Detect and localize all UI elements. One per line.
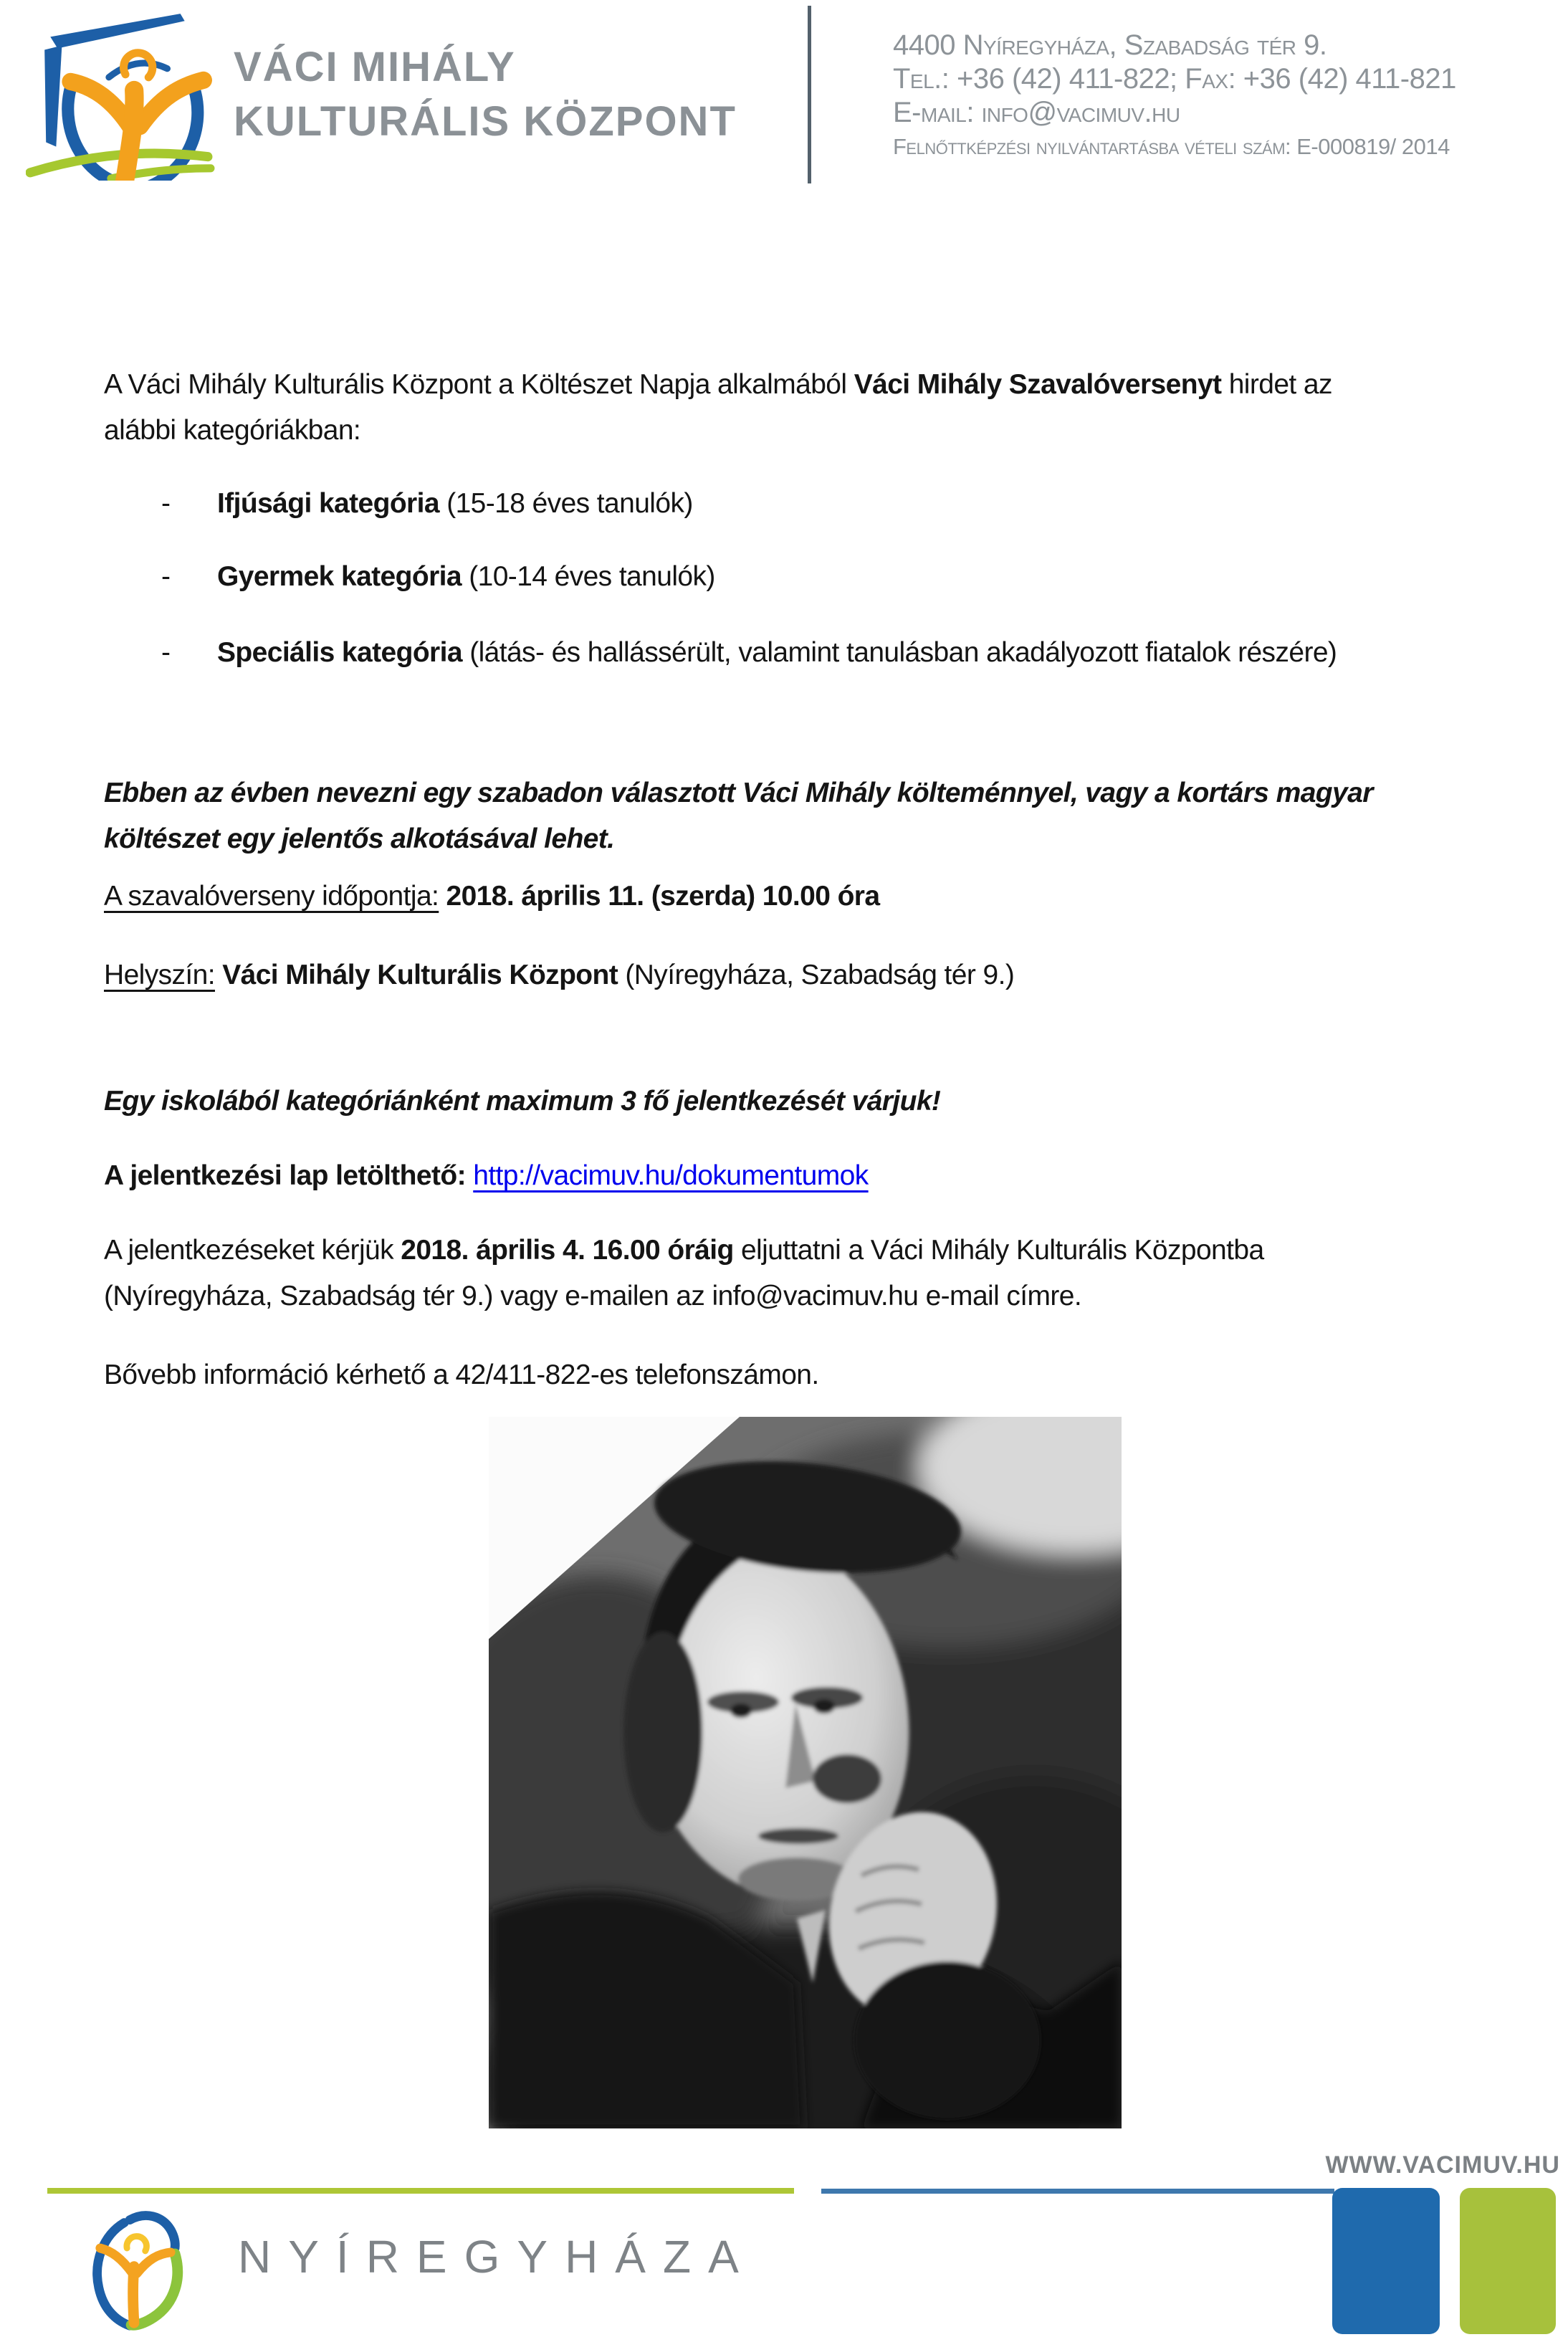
bullet-text <box>217 554 715 600</box>
bullet-item-youth <box>104 481 1537 527</box>
bullet-item-children <box>104 554 1537 600</box>
bullet-text <box>217 630 1337 676</box>
download-link[interactable]: http://vacimuv.hu/dokumentumok <box>473 1160 869 1191</box>
entry-rule-paragraph <box>104 770 1537 862</box>
contact-block <box>893 29 1456 163</box>
download-label: A jelentkezési lap letölthető: <box>104 1160 474 1191</box>
intro-pre: A Váci Mihály Kulturális Központ a Költészet Napja alkalmából <box>104 369 854 400</box>
contact-registration: Felnőttképzési nyilvántartásba vételi szám: E-000819/ 2014 <box>893 134 1450 159</box>
footer-green-line <box>47 2188 794 2194</box>
deadline-date: 2018. április 4. 16.00 óráig <box>401 1235 734 1266</box>
event-date-label: A szavalóverseny időpontja: <box>104 881 439 912</box>
portrait-photo <box>489 1417 1122 2128</box>
bullet-detail: (15-18 éves tanulók) <box>439 488 693 519</box>
nyiregyhaza-logo-icon <box>77 2204 191 2335</box>
venue-paragraph <box>104 952 1537 998</box>
contact-email: E-mail: info@vacimuv.hu <box>893 97 1180 128</box>
venue-label: Helyszín: <box>104 960 215 990</box>
footer-blue-line <box>821 2189 1334 2194</box>
bullet-category: Speciális kategória <box>217 637 462 668</box>
footer-blue-bar <box>1332 2188 1440 2334</box>
entry-rule-line2: költészet egy jelentős alkotásával lehet. <box>104 823 615 854</box>
download-paragraph <box>104 1153 1537 1199</box>
event-date-paragraph <box>104 874 1537 919</box>
brand-title <box>234 40 737 149</box>
bullet-detail: (látás- és hallássérült, valamint tanulásban akadályozott fiatalok részére) <box>462 637 1337 668</box>
bullet-category: Ifjúsági kategória <box>217 488 439 519</box>
venue-name: Váci Mihály Kulturális Központ <box>214 960 618 990</box>
venue-address: (Nyíregyháza, Szabadság tér 9.) <box>618 960 1015 990</box>
intro-bold: Váci Mihály Szavalóversenyt <box>854 369 1222 400</box>
bullet-category: Gyermek kategória <box>217 561 462 592</box>
intro-line2: alábbi kategóriákban: <box>104 415 361 446</box>
brand-line1: VÁCI MIHÁLY <box>234 44 516 90</box>
deadline-post: eljuttatni a Váci Mihály Kulturális Központba <box>733 1235 1264 1266</box>
entry-rule-line1: Ebben az évben nevezni egy szabadon választott Váci Mihály költeménnyel, vagy a kortárs magyar <box>104 778 1373 808</box>
contact-address: 4400 Nyíregyháza, Szabadság tér 9. <box>893 29 1327 61</box>
deadline-pre: A jelentkezéseket kérjük <box>104 1235 401 1266</box>
footer-city-name: NYÍREGYHÁZA <box>238 2231 756 2283</box>
brand-line2: KULTURÁLIS KÖZPONT <box>234 98 737 145</box>
bullet-detail: (10-14 éves tanulók) <box>462 561 715 592</box>
bullet-marker: - <box>161 561 171 592</box>
vmk-logo-icon <box>26 4 215 181</box>
footer-green-bar <box>1460 2188 1556 2334</box>
header-divider <box>808 6 811 183</box>
document-body <box>104 362 1537 2128</box>
limit-paragraph: Egy iskolából kategóriánként maximum 3 fő jelentkezését várjuk! <box>104 1086 941 1117</box>
intro-post: hirdet az <box>1221 369 1332 400</box>
bullet-marker: - <box>161 488 171 519</box>
bullet-item-special <box>104 630 1537 676</box>
bullet-text <box>217 481 693 527</box>
contact-phone-fax: Tel.: +36 (42) 411-822; Fax: +36 (42) 411-821 <box>893 63 1456 95</box>
intro-paragraph <box>104 362 1537 454</box>
event-date-value: 2018. április 11. (szerda) 10.00 óra <box>439 881 880 912</box>
deadline-line2: (Nyíregyháza, Szabadság tér 9.) vagy e-mailen az info@vacimuv.hu e-mail címre. <box>104 1281 1082 1311</box>
footer-website: WWW.VACIMUV.HU <box>1325 2151 1560 2179</box>
deadline-paragraph <box>104 1228 1537 1319</box>
info-paragraph: Bővebb információ kérhető a 42/411-822-es telefonszámon. <box>104 1359 819 1390</box>
bullet-marker: - <box>161 637 171 668</box>
